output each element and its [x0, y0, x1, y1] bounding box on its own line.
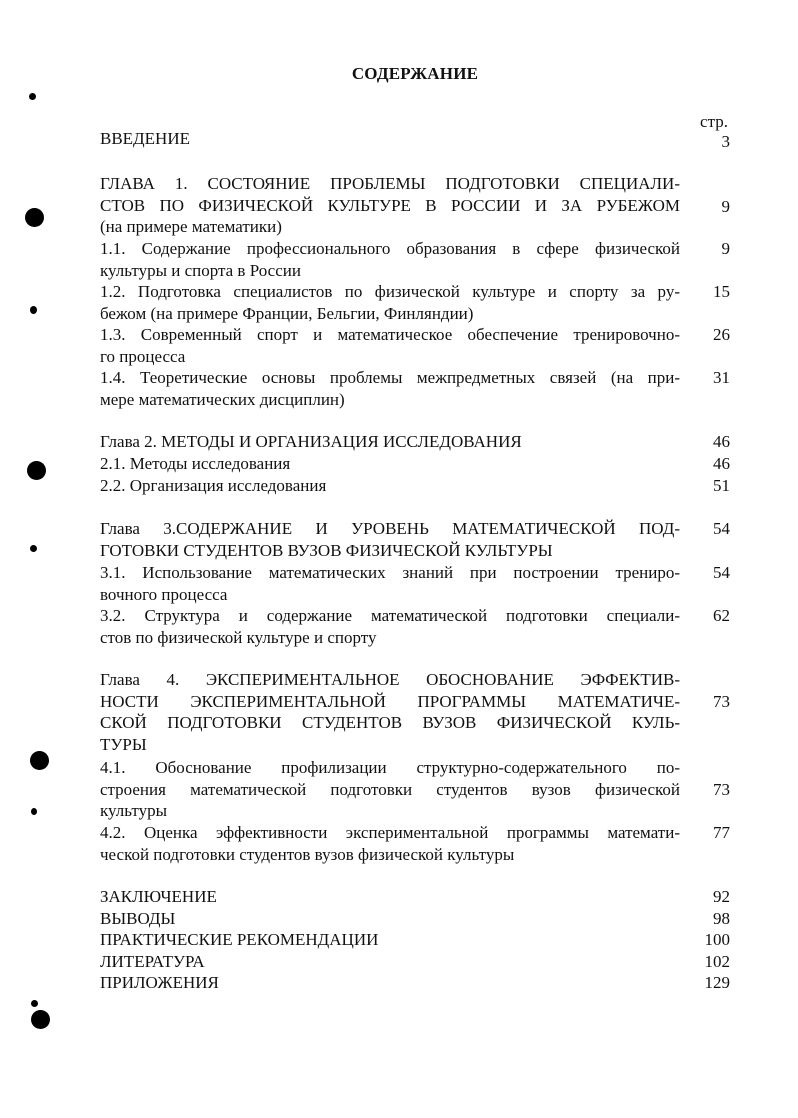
toc-chapter-1-heading — [100, 173, 680, 238]
toc-section-2-1 — [100, 453, 680, 475]
section-3-2-page: 62 — [713, 606, 730, 625]
section-4-1-line3: культуры — [100, 801, 167, 821]
section-1-2-page: 15 — [713, 282, 730, 301]
intro-page: 3 — [721, 132, 730, 151]
punch-mark-3 — [30, 545, 37, 552]
section-4-2-page: 77 — [713, 823, 730, 842]
back-matter-appendices: ПРИЛОЖЕНИЯ — [100, 973, 219, 993]
toc-section-4-2 — [100, 822, 680, 865]
punch-mark-1 — [29, 93, 36, 100]
section-3-1-line2: вочного процесса — [100, 584, 228, 604]
toc-section-4-1 — [100, 757, 680, 822]
section-1-4-line1: 1.4. Теоретические основы проблемы межпредметных связей (на при- — [100, 368, 680, 387]
section-3-1-page: 54 — [713, 563, 730, 582]
toc-section-1-4 — [100, 367, 680, 410]
back-matter-recommendations-page: 100 — [704, 930, 730, 950]
section-3-2-line2: стов по физической культуре и спорту — [100, 627, 377, 647]
toc-back-matter — [100, 886, 680, 994]
section-2-2-page: 51 — [713, 476, 730, 495]
back-matter-literature: ЛИТЕРАТУРА — [100, 951, 205, 971]
section-1-3-line2: го процесса — [100, 346, 186, 366]
punch-hole-3 — [30, 751, 49, 770]
chapter-3-heading-line1: Глава 3.СОДЕРЖАНИЕ И УРОВЕНЬ МАТЕМАТИЧЕСКОЙ ПОД- — [100, 519, 680, 538]
punch-hole-4 — [31, 1010, 50, 1029]
toc-section-2-2 — [100, 475, 680, 497]
section-2-1-page: 46 — [713, 454, 730, 473]
chapter-3-heading-line2: ГОТОВКИ СТУДЕНТОВ ВУЗОВ ФИЗИЧЕСКОЙ КУЛЬТУРЫ — [100, 540, 553, 560]
section-1-3-line1: 1.3. Современный спорт и математическое обеспечение тренировочно- — [100, 325, 680, 344]
section-2-2-line1: 2.2. Организация исследования — [100, 476, 327, 495]
page-column-label: стр. — [700, 112, 728, 131]
toc-chapter-2-heading — [100, 431, 680, 453]
section-4-2-line1: 4.2. Оценка эффективности экспериментальной программы математи- — [100, 823, 680, 842]
chapter-1-page: 9 — [721, 197, 730, 216]
section-3-2-line1: 3.2. Структура и содержание математической подготовки специали- — [100, 606, 680, 625]
back-matter-appendices-page: 129 — [704, 973, 730, 993]
toc-title: СОДЕРЖАНИЕ — [351, 64, 479, 83]
back-matter-pages — [690, 886, 730, 994]
chapter-4-heading-line4: ТУРЫ — [100, 734, 147, 754]
section-1-2-line1: 1.2. Подготовка специалистов по физической культуре и спорту за ру- — [100, 282, 680, 301]
back-matter-recommendations: ПРАКТИЧЕСКИЕ РЕКОМЕНДАЦИИ — [100, 930, 379, 950]
section-4-1-line2: строения математической подготовки студентов вузов физической — [100, 779, 680, 799]
section-4-1-page: 73 — [713, 780, 730, 799]
chapter-2-page: 46 — [713, 432, 730, 451]
back-matter-findings-page: 98 — [713, 908, 730, 928]
section-1-1-line2: культуры и спорта в России — [100, 260, 301, 280]
toc-section-3-2 — [100, 605, 680, 648]
toc-chapter-4-heading — [100, 669, 680, 755]
back-matter-conclusion-page: 92 — [713, 887, 730, 906]
chapter-4-heading-line3: СКОЙ ПОДГОТОВКИ СТУДЕНТОВ ВУЗОВ ФИЗИЧЕСКОЙ КУЛЬ- — [100, 713, 680, 733]
page-column-header — [694, 112, 734, 132]
back-matter-literature-page: 102 — [704, 951, 730, 971]
intro-label: ВВЕДЕНИЕ — [100, 129, 190, 148]
punch-hole-1 — [25, 208, 44, 227]
back-matter-conclusion: ЗАКЛЮЧЕНИЕ — [100, 887, 217, 906]
chapter-1-heading-line3: (на примере математики) — [100, 217, 282, 237]
chapter-4-heading-line1: Глава 4. ЭКСПЕРИМЕНТАЛЬНОЕ ОБОСНОВАНИЕ ЭФФЕКТИВ- — [100, 670, 680, 689]
toc-chapter-3-heading — [100, 518, 680, 561]
toc-section-1-2 — [100, 281, 680, 324]
punch-hole-2 — [27, 461, 46, 480]
chapter-4-page: 73 — [713, 692, 730, 711]
section-1-3-page: 26 — [713, 325, 730, 344]
toc-section-3-1 — [100, 562, 680, 605]
toc-section-1-3 — [100, 324, 680, 367]
chapter-1-heading-line1: ГЛАВА 1. СОСТОЯНИЕ ПРОБЛЕМЫ ПОДГОТОВКИ СПЕЦИАЛИ- — [100, 174, 680, 193]
toc-section-1-1 — [100, 238, 680, 281]
section-2-1-line1: 2.1. Методы исследования — [100, 454, 291, 473]
punch-mark-5 — [31, 1000, 38, 1007]
section-1-4-line2: мере математических дисциплин) — [100, 389, 345, 409]
section-1-4-page: 31 — [713, 368, 730, 387]
punch-mark-2 — [30, 306, 37, 314]
punch-mark-4 — [31, 808, 37, 815]
section-1-1-page: 9 — [721, 239, 730, 258]
chapter-2-heading-line1: Глава 2. МЕТОДЫ И ОРГАНИЗАЦИЯ ИССЛЕДОВАНИЯ — [100, 432, 522, 451]
chapter-1-heading-line2: СТОВ ПО ФИЗИЧЕСКОЙ КУЛЬТУРЕ В РОССИИ И ЗА РУБЕЖОМ — [100, 195, 680, 215]
back-matter-findings: ВЫВОДЫ — [100, 908, 176, 928]
section-4-1-line1: 4.1. Обоснование профилизации структурно-содержательного по- — [100, 758, 680, 777]
chapter-4-heading-line2: НОСТИ ЭКСПЕРИМЕНТАЛЬНОЙ ПРОГРАММЫ МАТЕМАТИЧЕ- — [100, 691, 680, 711]
section-1-2-line2: бежом (на примере Франции, Бельгии, Финляндии) — [100, 303, 474, 323]
section-3-1-line1: 3.1. Использование математических знаний при построении трениро- — [100, 563, 680, 582]
toc-entry-intro — [100, 128, 680, 150]
section-4-2-line2: ческой подготовки студентов вузов физической культуры — [100, 844, 515, 864]
section-1-1-line1: 1.1. Содержание профессионального образования в сфере физической — [100, 239, 680, 258]
chapter-3-page: 54 — [713, 519, 730, 538]
